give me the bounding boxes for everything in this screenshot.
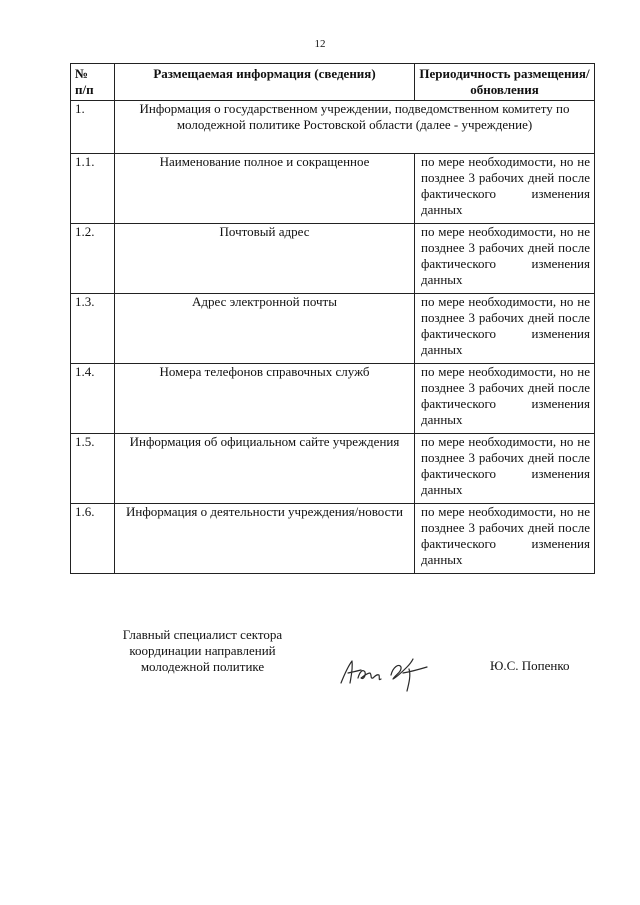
row-information: Информация об официальном сайте учреждения <box>115 434 415 504</box>
row-periodicity: по мере необходимости, но не позднее 3 рабочих дней после фактического изменения данных <box>415 294 595 364</box>
table-row <box>71 434 595 504</box>
row-number: 1.4. <box>71 364 115 434</box>
row-number: 1.1. <box>71 154 115 224</box>
signer-name: Ю.С. Попенко <box>490 658 570 673</box>
table-row <box>71 364 595 434</box>
row-periodicity: по мере необходимости, но не позднее 3 рабочих дней после фактического изменения данных <box>415 434 595 504</box>
row-information: Адрес электронной почты <box>115 294 415 364</box>
header-information: Размещаемая информация (сведения) <box>115 64 415 101</box>
row-number: 1.3. <box>71 294 115 364</box>
row-number: 1.2. <box>71 224 115 294</box>
row-periodicity: по мере необходимости, но не позднее 3 рабочих дней после фактического изменения данных <box>415 364 595 434</box>
section-row <box>71 101 595 154</box>
signer-position <box>100 627 305 675</box>
information-table <box>70 63 595 574</box>
table-row <box>71 294 595 364</box>
header-periodicity: Периодичность размещения/обновления <box>415 64 595 101</box>
row-information: Информация о деятельности учреждения/новости <box>115 504 415 574</box>
row-number: 1.5. <box>71 434 115 504</box>
signer-position-line: молодежной политике <box>140 659 265 674</box>
section-number: 1. <box>71 101 115 154</box>
row-periodicity: по мере необходимости, но не позднее 3 рабочих дней после фактического изменения данных <box>415 504 595 574</box>
table-row <box>71 154 595 224</box>
handwritten-signature <box>335 645 435 695</box>
row-periodicity: по мере необходимости, но не позднее 3 рабочих дней после фактического изменения данных <box>415 154 595 224</box>
row-number: 1.6. <box>71 504 115 574</box>
row-information: Номера телефонов справочных служб <box>115 364 415 434</box>
signer-position-line: Главный специалист сектора <box>122 627 283 642</box>
section-title: Информация о государственном учреждении, подведомственном комитету по молодежной политике Ростовской области (далее - учреждение) <box>115 101 595 154</box>
row-information: Наименование полное и сокращенное <box>115 154 415 224</box>
row-information: Почтовый адрес <box>115 224 415 294</box>
header-number-label: № п/п <box>75 66 94 97</box>
row-periodicity: по мере необходимости, но не позднее 3 рабочих дней после фактического изменения данных <box>415 224 595 294</box>
table-row <box>71 224 595 294</box>
table-header-row <box>71 64 595 101</box>
table-row <box>71 504 595 574</box>
page-number: 12 <box>314 38 326 50</box>
header-number <box>71 64 115 101</box>
signer-position-line: координации направлений <box>129 643 276 658</box>
